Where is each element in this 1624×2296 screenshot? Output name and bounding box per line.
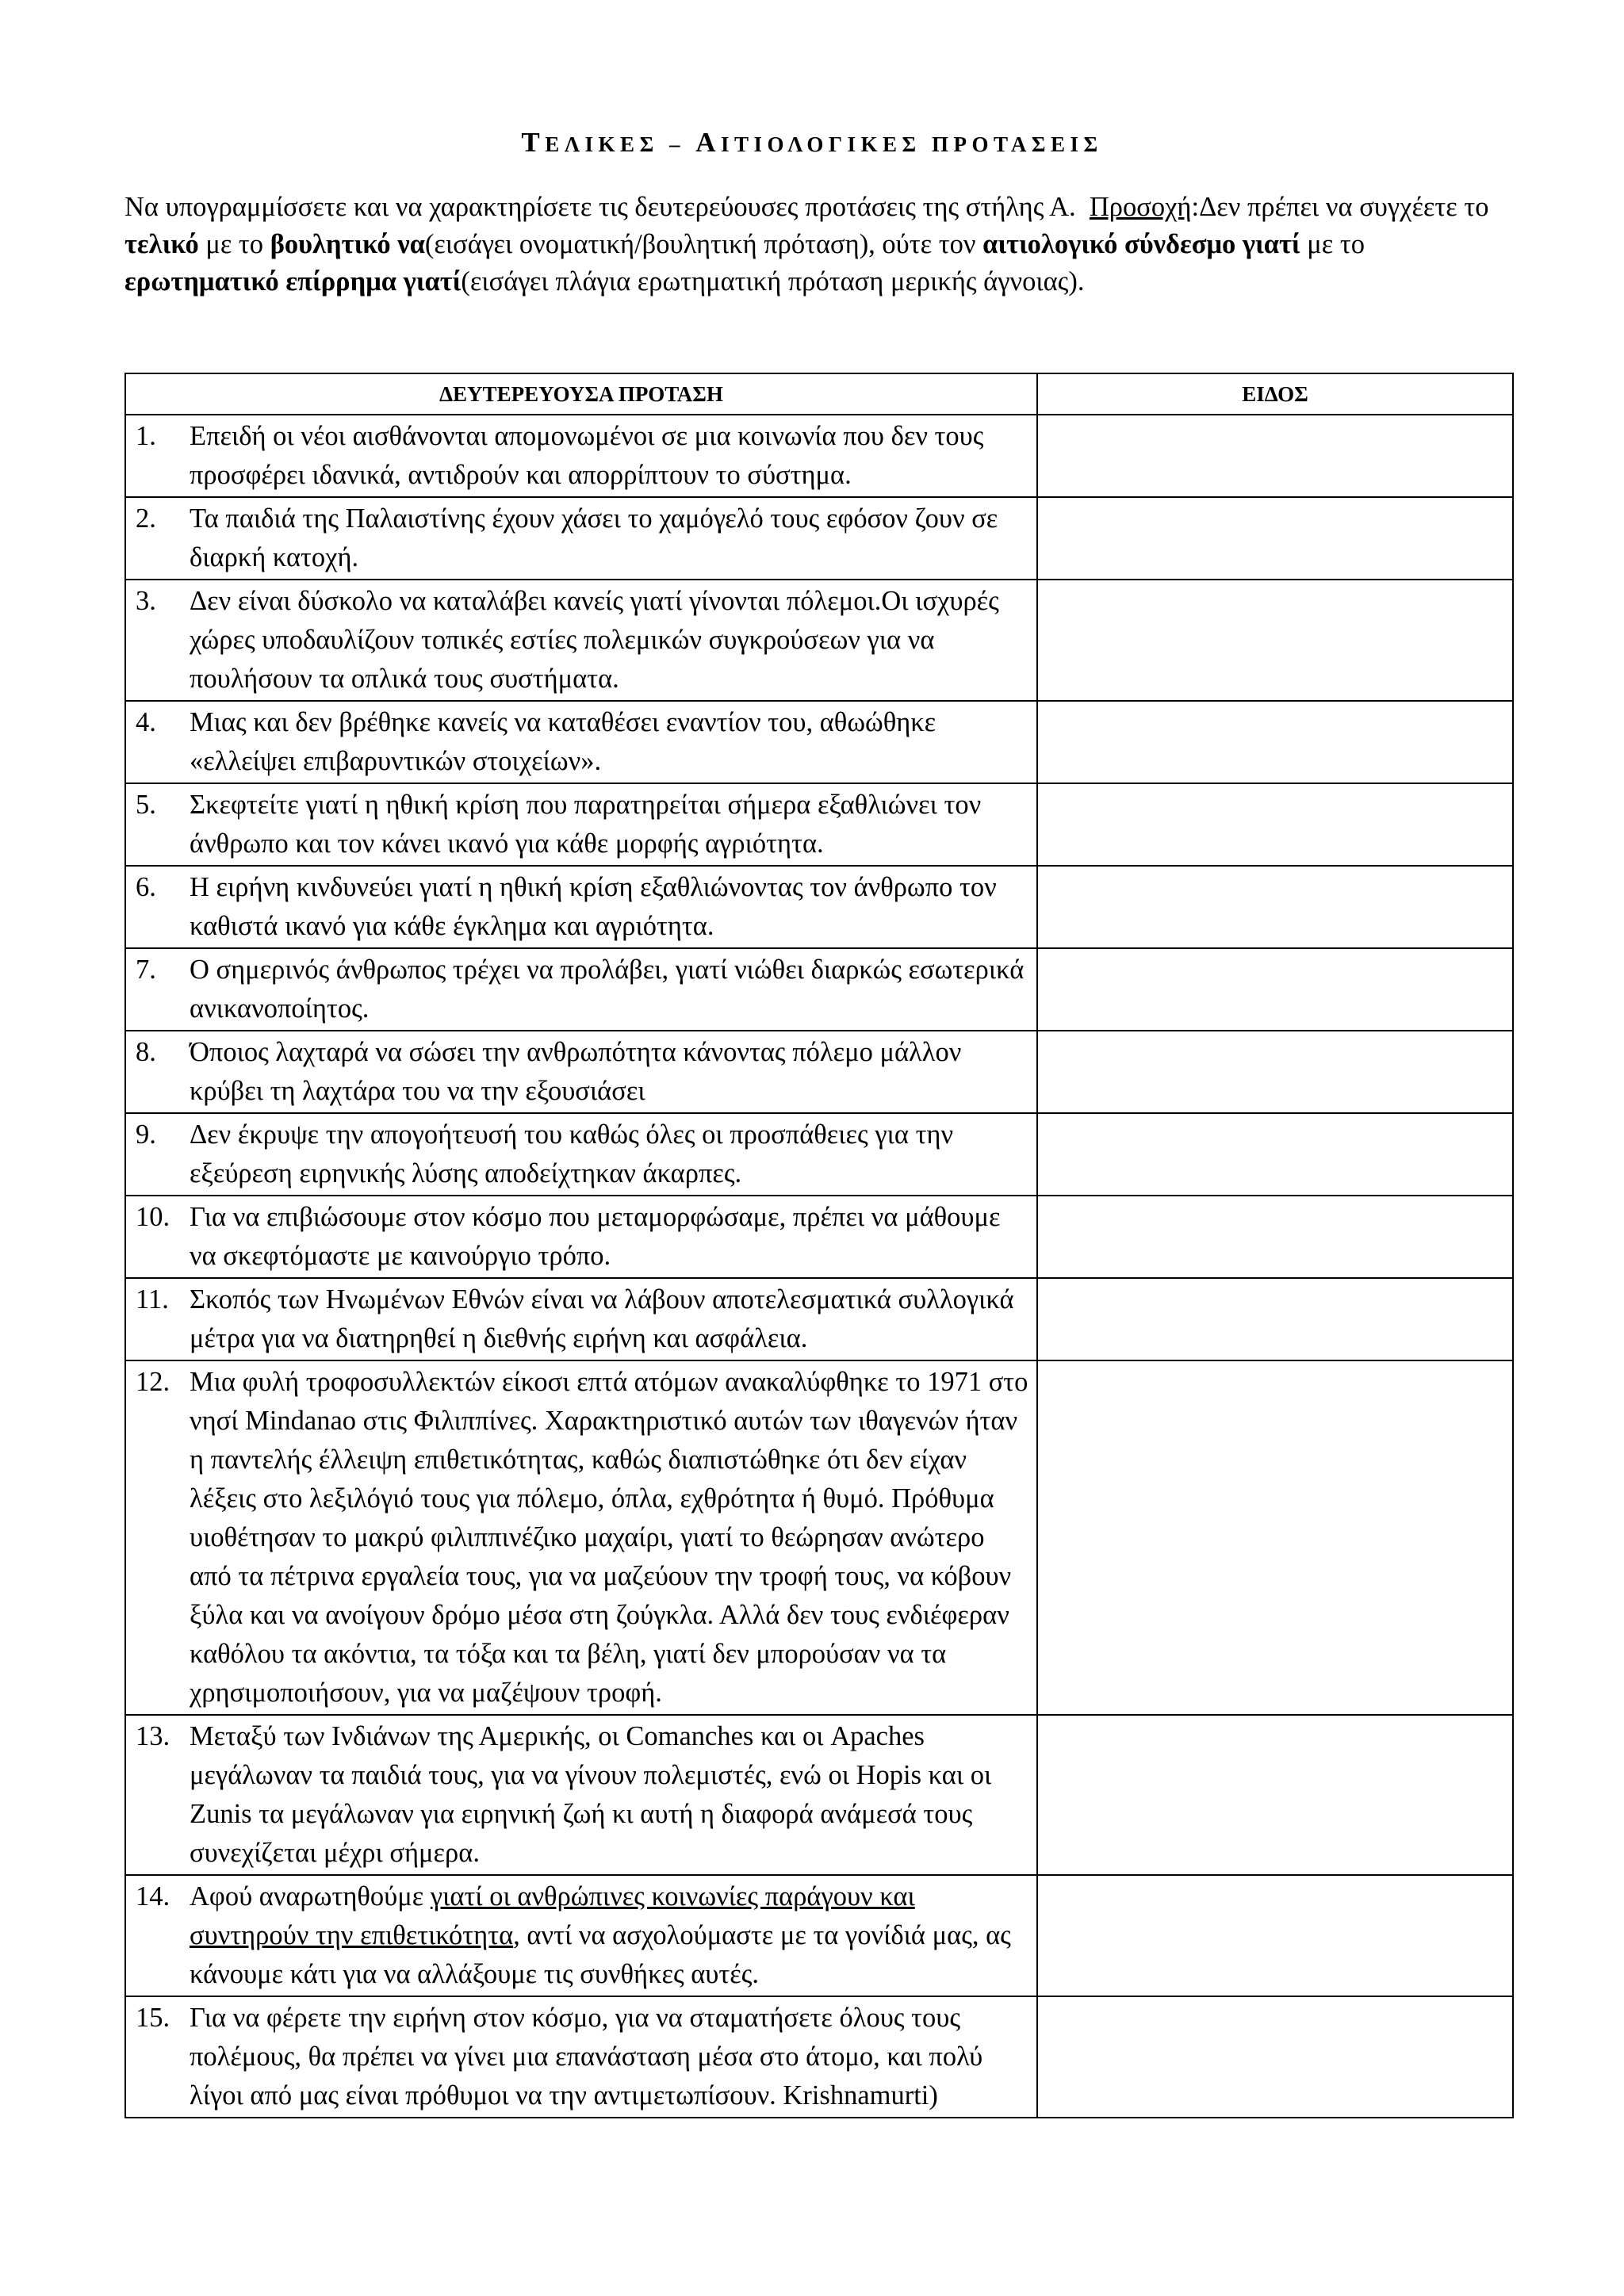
sentence-number: 1.	[136, 421, 156, 451]
type-answer-cell[interactable]	[1037, 866, 1513, 948]
sentence-text-pre: Αφού αναρωτηθούμε	[190, 1881, 431, 1911]
type-answer-cell[interactable]	[1037, 497, 1513, 580]
table-row	[125, 948, 1513, 1031]
sentence-item	[136, 868, 1030, 946]
header-subordinate-clause: ΔΕΥΤΕΡΕΥΟΥΣΑ ΠΡΟΤΑΣΗ	[125, 373, 1037, 415]
sentence-item	[136, 1033, 1030, 1111]
header-type: ΕΙΔΟΣ	[1037, 373, 1513, 415]
sentence-item	[136, 1717, 1030, 1873]
sentences-table	[124, 373, 1514, 2118]
table-row	[125, 1278, 1513, 1360]
sentence-number: 10.	[136, 1202, 170, 1232]
type-answer-cell[interactable]	[1037, 701, 1513, 783]
table-row	[125, 1031, 1513, 1113]
sentence-text: Η ειρήνη κινδυνεύει γιατί η ηθική κρίση εξαθλιώνοντας τον άνθρωπο τον καθιστά ικανό για κάθε έγκλημα και αγριότητα.	[190, 872, 997, 941]
sentence-cell	[125, 1113, 1037, 1196]
sentence-cell	[125, 1278, 1037, 1360]
title-word-3: ΠΡΟΤΑΣΕΙΣ	[931, 132, 1103, 156]
sentence-cell	[125, 1031, 1037, 1113]
sentence-cell	[125, 1715, 1037, 1875]
sentence-cell	[125, 1360, 1037, 1715]
table-body	[125, 415, 1513, 2118]
sentence-cell	[125, 948, 1037, 1031]
title-initial-1: Τ	[521, 127, 546, 158]
sentence-cell	[125, 866, 1037, 948]
sentence-cell	[125, 1996, 1037, 2118]
type-answer-cell[interactable]	[1037, 1196, 1513, 1278]
type-answer-cell[interactable]	[1037, 1360, 1513, 1715]
table-row	[125, 497, 1513, 580]
sentence-number: 3.	[136, 586, 156, 616]
sentence-text: Μεταξύ των Ινδιάνων της Αμερικής, οι Comanches και οι Apaches μεγάλωναν τα παιδιά τους, για να γίνουν πολεμιστές, ενώ οι Hopis και οι Zunis τα μεγάλωναν για ειρηνική ζωή κι αυτή η διαφορά ανάμεσά τους συνεχίζεται μέχρι σήμερα.	[190, 1721, 992, 1868]
sentence-number: 2.	[136, 503, 156, 534]
sentence-text: Δεν έκρυψε την απογοήτευσή του καθώς όλες οι προσπάθειες για την εξεύρεση ειρηνικής λύσης αποδείχτηκαν άκαρπες.	[190, 1119, 954, 1188]
instructions-paragraph: Να υπογραμμίσσετε και να χαρακτηρίσετε τις δευτερεύουσες προτάσεις της στήλης Α. Προσοχή:Δεν πρέπει να συγχέετε το τελικό με το βουλητικό να(εισάγει ονοματική/βουλητική πρόταση), ούτε τον αιτιολογικό σύνδεσμο γιατί με το ερωτηματικό επίρρημα γιατί(εισάγει πλάγια ερωτηματική πρόταση μερικής άγνοιας).	[124, 192, 1489, 297]
table-row	[125, 1113, 1513, 1196]
table-row	[125, 783, 1513, 866]
sentence-text-post: , αντί να ασχολούμαστε με τα γονίδιά μας, ας κάνουμε κάτι για να αλλάξουμε τις συνθήκες αυτές.	[190, 1920, 1011, 1989]
sentence-cell	[125, 415, 1037, 497]
table-row	[125, 1875, 1513, 1996]
sentence-cell	[125, 783, 1037, 866]
sentence-item	[136, 703, 1030, 781]
sentence-text: Σκεφτείτε γιατί η ηθική κρίση που παρατηρείται σήμερα εξαθλιώνει τον άνθρωπο και τον κάνει ικανό για κάθε μορφής αγριότητα.	[190, 790, 982, 859]
sentence-item	[136, 786, 1030, 863]
table-row	[125, 1196, 1513, 1278]
sentence-number: 11.	[136, 1284, 169, 1314]
title-word-1: ΕΛΙΚΕΣ	[545, 132, 659, 156]
sentence-number: 7.	[136, 955, 156, 985]
table-row	[125, 580, 1513, 701]
sentence-item	[136, 1877, 1030, 1994]
table-row	[125, 866, 1513, 948]
table-row	[125, 415, 1513, 497]
sentence-item	[136, 1363, 1030, 1712]
sentence-text: Για να επιβιώσουμε στον κόσμο που μεταμορφώσαμε, πρέπει να μάθουμε να σκεφτόμαστε με καινούργιο τρόπο.	[190, 1202, 1001, 1271]
sentence-text: Μια φυλή τροφοσυλλεκτών είκοσι επτά ατόμων ανακαλύφθηκε το 1971 στο νησί Mindanao στις Φιλιππίνες. Χαρακτηριστικό αυτών των ιθαγενών ήταν η παντελής έλλειψη επιθετικότητας, καθώς διαπιστώθηκε ότι δεν είχαν λέξεις στο λεξιλόγιό τους για πόλεμο, όπλα, εχθρότητα ή θυμό. Πρόθυμα υιοθέτησαν το μακρύ φιλιππινέζικο μαχαίρι, γιατί το θεώρησαν ανώτερο από τα πέτρινα εργαλεία τους, για να μαζεύουν την τροφή τους, να κόβουν ξύλα και να ανοίγουν δρόμο μέσα στη ζούγκλα. Αλλά δεν τους ενδιέφεραν καθόλου τα ακόντια, τα τόξα και τα βέλη, γιατί δεν μπορούσαν να τα χρησιμοποιήσουν, για να μαζέψουν τροφή.	[190, 1367, 1028, 1708]
title-initial-2: Α	[695, 127, 722, 158]
sentence-number: 4.	[136, 707, 156, 737]
sentence-number: 13.	[136, 1721, 170, 1751]
sentence-item	[136, 951, 1030, 1028]
sentence-number: 5.	[136, 790, 156, 820]
sentence-text: Επειδή οι νέοι αισθάνονται απομονωμένοι σε μια κοινωνία που δεν τους προσφέρει ιδανικά, αντιδρούν και απορρίπτουν το σύστημα.	[190, 421, 984, 490]
sentence-number: 14.	[136, 1881, 170, 1911]
type-answer-cell[interactable]	[1037, 783, 1513, 866]
page-title	[0, 127, 1624, 159]
type-answer-cell[interactable]	[1037, 1031, 1513, 1113]
table-row	[125, 701, 1513, 783]
table-header-row	[125, 373, 1513, 415]
table-row	[125, 1715, 1513, 1875]
type-answer-cell[interactable]	[1037, 1715, 1513, 1875]
type-answer-cell[interactable]	[1037, 415, 1513, 497]
type-answer-cell[interactable]	[1037, 948, 1513, 1031]
type-answer-cell[interactable]	[1037, 1875, 1513, 1996]
sentence-text	[190, 1877, 1030, 1994]
sentence-text: Για να φέρετε την ειρήνη στον κόσμο, για να σταματήσετε όλους τους πολέμους, θα πρέπει να γίνει μια επανάσταση μέσα στο άτομο, και πολύ λίγοι από μας είναι πρόθυμοι να την αντιμετωπίσουν. Krishnamurti)	[190, 2003, 983, 2110]
table-row	[125, 1360, 1513, 1715]
sentence-number: 12.	[136, 1367, 170, 1397]
sentence-number: 9.	[136, 1119, 156, 1150]
sentence-text: Σκοπός των Ηνωμένων Εθνών είναι να λάβουν αποτελεσματικά συλλογικά μέτρα για να διατηρηθεί η διεθνής ειρήνη και ασφάλεια.	[190, 1284, 1014, 1353]
title-separator: –	[668, 132, 685, 156]
type-answer-cell[interactable]	[1037, 1113, 1513, 1196]
type-answer-cell[interactable]	[1037, 580, 1513, 701]
sentence-cell	[125, 1875, 1037, 1996]
sentence-text: Μιας και δεν βρέθηκε κανείς να καταθέσει εναντίον του, αθωώθηκε «ελλείψει επιβαρυντικών στοιχείων».	[190, 707, 936, 776]
sentence-item	[136, 499, 1030, 577]
sentence-text: Δεν είναι δύσκολο να καταλάβει κανείς γιατί γίνονται πόλεμοι.Οι ισχυρές χώρες υποδαυλίζουν τοπικές εστίες πολεμικών συγκρούσεων για να πουλήσουν τα οπλικά τους συστήματα.	[190, 586, 999, 694]
underlined-clause: γιατί οι ανθρώπινες κοινωνίες παράγουν και συντηρούν την επιθετικότητα	[190, 1881, 915, 1950]
sentence-text: Όποιος λαχταρά να σώσει την ανθρωπότητα κάνοντας πόλεμο μάλλον κρύβει τη λαχτάρα του να την εξουσιάσει	[190, 1037, 962, 1106]
sentence-cell	[125, 580, 1037, 701]
sentence-cell	[125, 1196, 1037, 1278]
sentence-item	[136, 1999, 1030, 2115]
sentence-cell	[125, 497, 1037, 580]
sentence-text: Τα παιδιά της Παλαιστίνης έχουν χάσει το χαμόγελό τους εφόσον ζουν σε διαρκή κατοχή.	[190, 503, 998, 572]
sentence-number: 6.	[136, 872, 156, 902]
sentence-number: 8.	[136, 1037, 156, 1067]
sentence-item	[136, 1280, 1030, 1358]
sentence-cell	[125, 701, 1037, 783]
title-word-2: ΙΤΙΟΛΟΓΙΚΕΣ	[721, 132, 921, 156]
sentence-item	[136, 582, 1030, 698]
sentence-number: 15.	[136, 2003, 170, 2033]
table-row	[125, 1996, 1513, 2118]
warning-label: Προσοχή	[1089, 192, 1192, 222]
sentence-text: Ο σημερινός άνθρωπος τρέχει να προλάβει, γιατί νιώθει διαρκώς εσωτερικά ανικανοποίητος.	[190, 955, 1025, 1024]
sentence-item	[136, 1198, 1030, 1276]
sentence-item	[136, 1115, 1030, 1193]
sentence-item	[136, 417, 1030, 495]
type-answer-cell[interactable]	[1037, 1278, 1513, 1360]
type-answer-cell[interactable]	[1037, 1996, 1513, 2118]
